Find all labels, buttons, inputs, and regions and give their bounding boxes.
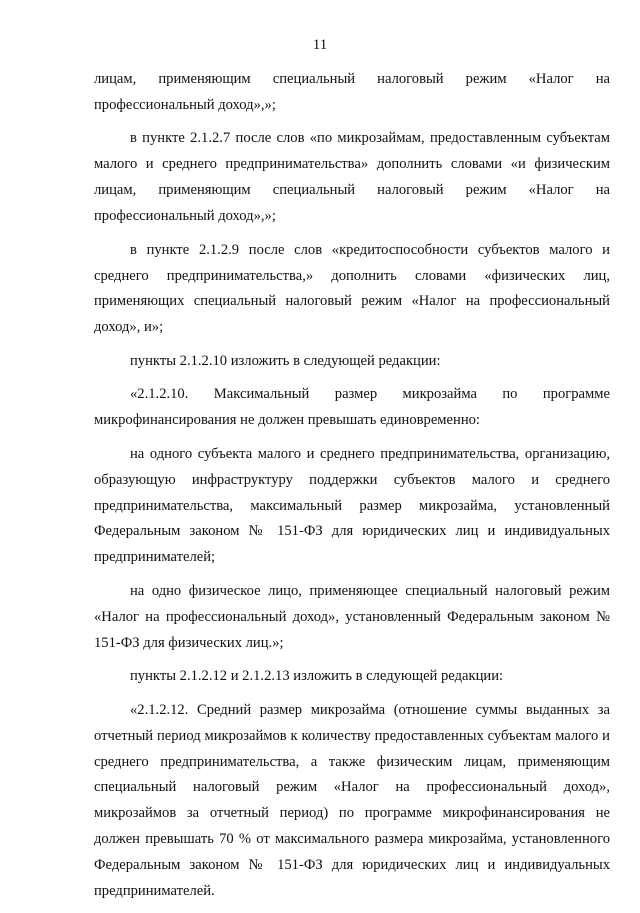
paragraph-2-1-2-12: «2.1.2.12. Средний размер микрозайма (отношение суммы выданных за отчетный период микрозаймов к количеству предоставленных субъектам малого и среднего предпринимательства, а также физическим лицам, применяющим специальный налоговый режим «Налог на профессиональный доход», микрозаймов за отчетный период) по программе микрофинансирования не должен превышать 70 % от максимального размера микрозайма, установленного Федеральным законом № 151-ФЗ для юридических лиц и индивидуальных предпринимателей. — [94, 701, 610, 900]
paragraph-intro-2-1-2-10: пункты 2.1.2.10 изложить в следующей редакции: — [130, 352, 441, 369]
paragraph-continuation: лицам, применяющим специальный налоговый режим «Налог на профессиональный доход»,»; — [94, 71, 610, 113]
paragraph-individual-limit: на одно физическое лицо, применяющее специальный налоговый режим «Налог на профессиональный доход», установленный Федеральным законом № 151-ФЗ для физических лиц.»; — [94, 582, 610, 651]
paragraph-item-2-1-2-7: в пункте 2.1.2.7 после слов «по микрозаймам, предоставленным субъектам малого и среднего предпринимательства» дополнить словами «и физическим лицам, применяющим специальный налоговый режим «Налог на профессиональный доход»,»; — [94, 130, 610, 225]
paragraph-intro-2-1-2-12: пункты 2.1.2.12 и 2.1.2.13 изложить в следующей редакции: — [130, 668, 504, 685]
paragraph-2-1-2-10: «2.1.2.10. Максимальный размер микрозайма по программе микрофинансирования не должен превышать единовременно: — [94, 386, 610, 429]
paragraph-item-2-1-2-9: в пункте 2.1.2.9 после слов «кредитоспособности субъектов малого и среднего предпринимательства,» дополнить словами «физических лиц, применяющих специальный налоговый режим «Налог на профессиональный доход», и»; — [94, 241, 610, 336]
paragraph-smb-limit: на одного субъекта малого и среднего предпринимательства, организацию, образующую инфраструктуру поддержки субъектов малого и среднего предпринимательства, максимальный размер микрозайма, установленный Федеральным законом № 151-ФЗ для юридических лиц и индивидуальных предпринимателей; — [94, 445, 610, 566]
document-body — [94, 67, 610, 913]
page-number: 11 — [312, 37, 328, 53]
